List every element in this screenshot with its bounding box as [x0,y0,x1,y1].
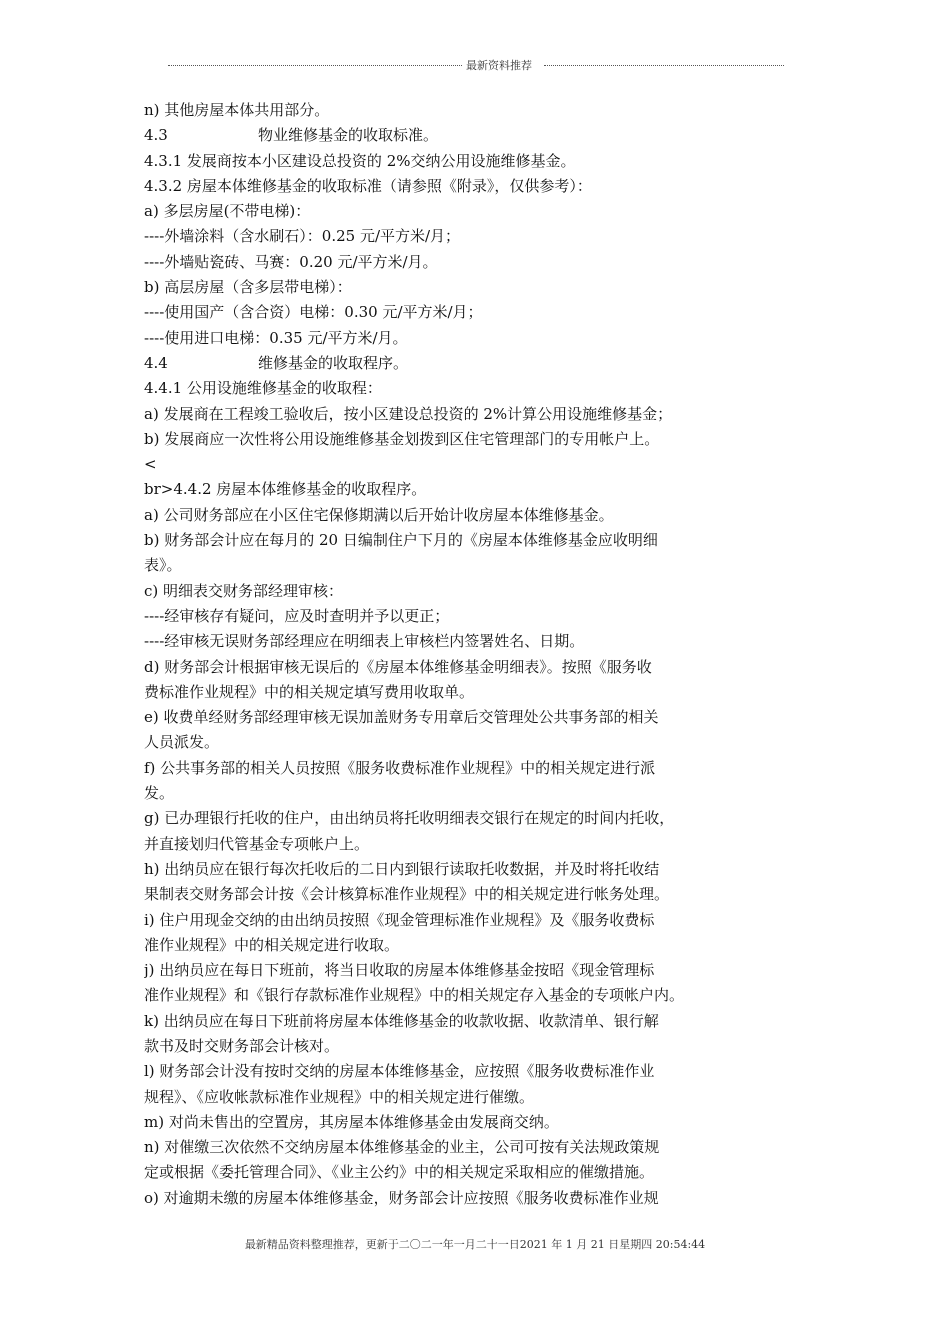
page-header [168,56,784,74]
header-dotted-rule-left [168,65,462,66]
section-number: 4.4 [144,353,168,372]
text-line: j) 出纳员应在每日下班前，将当日收取的房屋本体维修基金按昭《现金管理标 [144,961,655,980]
text-line: f) 公共事务部的相关人员按照《服务收费标准作业规程》中的相关规定进行派 [144,758,656,777]
text-line: 规程》、《应收帐款标准作业规程》中的相关规定进行催缴。 [144,1087,535,1106]
text-line: i) 住户用现金交纳的由出纳员按照《现金管理标准作业规程》及《服务收费标 [144,910,655,929]
text-line: ----外墙涂料（含水刷石）：0.25 元/平方米/月； [144,227,461,246]
text-line: 定或根据《委托管理合同》、《业主公约》中的相关规定采取相应的催缴措施。 [144,1163,655,1182]
text-line: c) 明细表交财务部经理审核： [144,581,344,600]
text-line: g) 已办理银行托收的住户，由出纳员将托收明细表交银行在规定的时间内托收， [144,809,675,828]
text-line: 果制表交财务部会计按《会计核算标准作业规程》中的相关规定进行帐务处理。 [144,885,670,904]
text-line: 款书及时交财务部会计核对。 [144,1036,340,1055]
text-line: m) 对尚未售出的空置房，其房屋本体维修基金由发展商交纳。 [144,1112,559,1131]
text-line: ----经审核无误财务部经理应在明细表上审核栏内签署姓名、日期。 [144,632,585,651]
text-line: 人员派发。 [144,733,220,752]
text-line: 准作业规程》中的相关规定进行收取。 [144,935,400,954]
page-footer: 最新精品资料整理推荐，更新于二〇二一年一月二十一日2021 年 1 月 21 日星期四 20:54:44 [244,1238,706,1251]
header-title: 最新资料推荐 [466,59,532,72]
text-line: 4.4.1 公用设施维修基金的收取程： [144,379,382,398]
text-line: n) 其他房屋本体共用部分。 [144,101,330,119]
text-line: h) 出纳员应在银行每次托收后的二日内到银行读取托收数据，并及时将托收结 [144,859,660,878]
document-body [144,98,816,1211]
text-line: b) 财务部会计应在每月的 20 日编制住户下月的《房屋本体维修基金应收明细 [144,531,658,550]
section-heading-4-4 [144,351,816,376]
text-line: b) 高层房屋（含多层带电梯）： [144,278,352,297]
text-line: o) 对逾期未缴的房屋本体维修基金，财务部会计应按照《服务收费标准作业规 [144,1188,659,1207]
text-line: ----使用进口电梯：0.35 元/平方米/月。 [144,328,408,347]
text-line: 发。 [144,784,175,803]
text-line: n) 对催缴三次依然不交纳房屋本体维修基金的业主，公司可按有关法规政策规 [144,1138,660,1157]
section-title: 物业维修基金的收取标准。 [258,126,439,145]
text-line: a) 多层房屋(不带电梯)： [144,202,311,221]
text-line: a) 发展商在工程竣工验收后，按小区建设总投资的 2%计算公用设施维修基金； [144,404,673,423]
text-line: d) 财务部会计根据审核无误后的《房屋本体维修基金明细表》。按照《服务收 [144,657,652,676]
text-line: b) 发展商应一次性将公用设施维修基金划拨到区住宅管理部门的专用帐户上。 [144,429,660,448]
text-line: a) 公司财务部应在小区住宅保修期满以后开始计收房屋本体维修基金。 [144,505,614,524]
text-line: k) 出纳员应在每日下班前将房屋本体维修基金的收款收据、收款清单、银行解 [144,1011,659,1030]
text-line: ----外墙贴瓷砖、马赛：0.20 元/平方米/月。 [144,252,438,271]
header-dotted-rule-right [544,65,784,66]
text-line: l) 财务部会计没有按时交纳的房屋本体维修基金，应按照《服务收费标准作业 [144,1062,655,1081]
section-heading-4-3 [144,123,816,148]
section-title: 维修基金的收取程序。 [258,353,409,372]
text-line: < [144,455,157,474]
text-line: e) 收费单经财务部经理审核无误加盖财务专用章后交管理处公共事务部的相关 [144,708,659,727]
text-line: 准作业规程》和《银行存款标准作业规程》中的相关规定存入基金的专项帐户内。 [144,986,685,1005]
text-line: 费标准作业规程》中的相关规定填写费用收取单。 [144,682,475,701]
text-line: 4.3.1 发展商按本小区建设总投资的 2%交纳公用设施维修基金。 [144,151,576,170]
text-line: 并直接划归代管基金专项帐户上。 [144,834,370,853]
text-line: ----经审核存有疑问，应及时查明并予以更正； [144,606,450,625]
text-line: 表》。 [144,556,182,575]
text-line: ----使用国产（含合资）电梯：0.30 元/平方米/月； [144,303,483,322]
section-number: 4.3 [144,126,168,145]
text-line: br>4.4.2 房屋本体维修基金的收取程序。 [144,480,427,499]
text-line: 4.3.2 房屋本体维修基金的收取标准（请参照《附录》，仅供参考）： [144,176,592,195]
